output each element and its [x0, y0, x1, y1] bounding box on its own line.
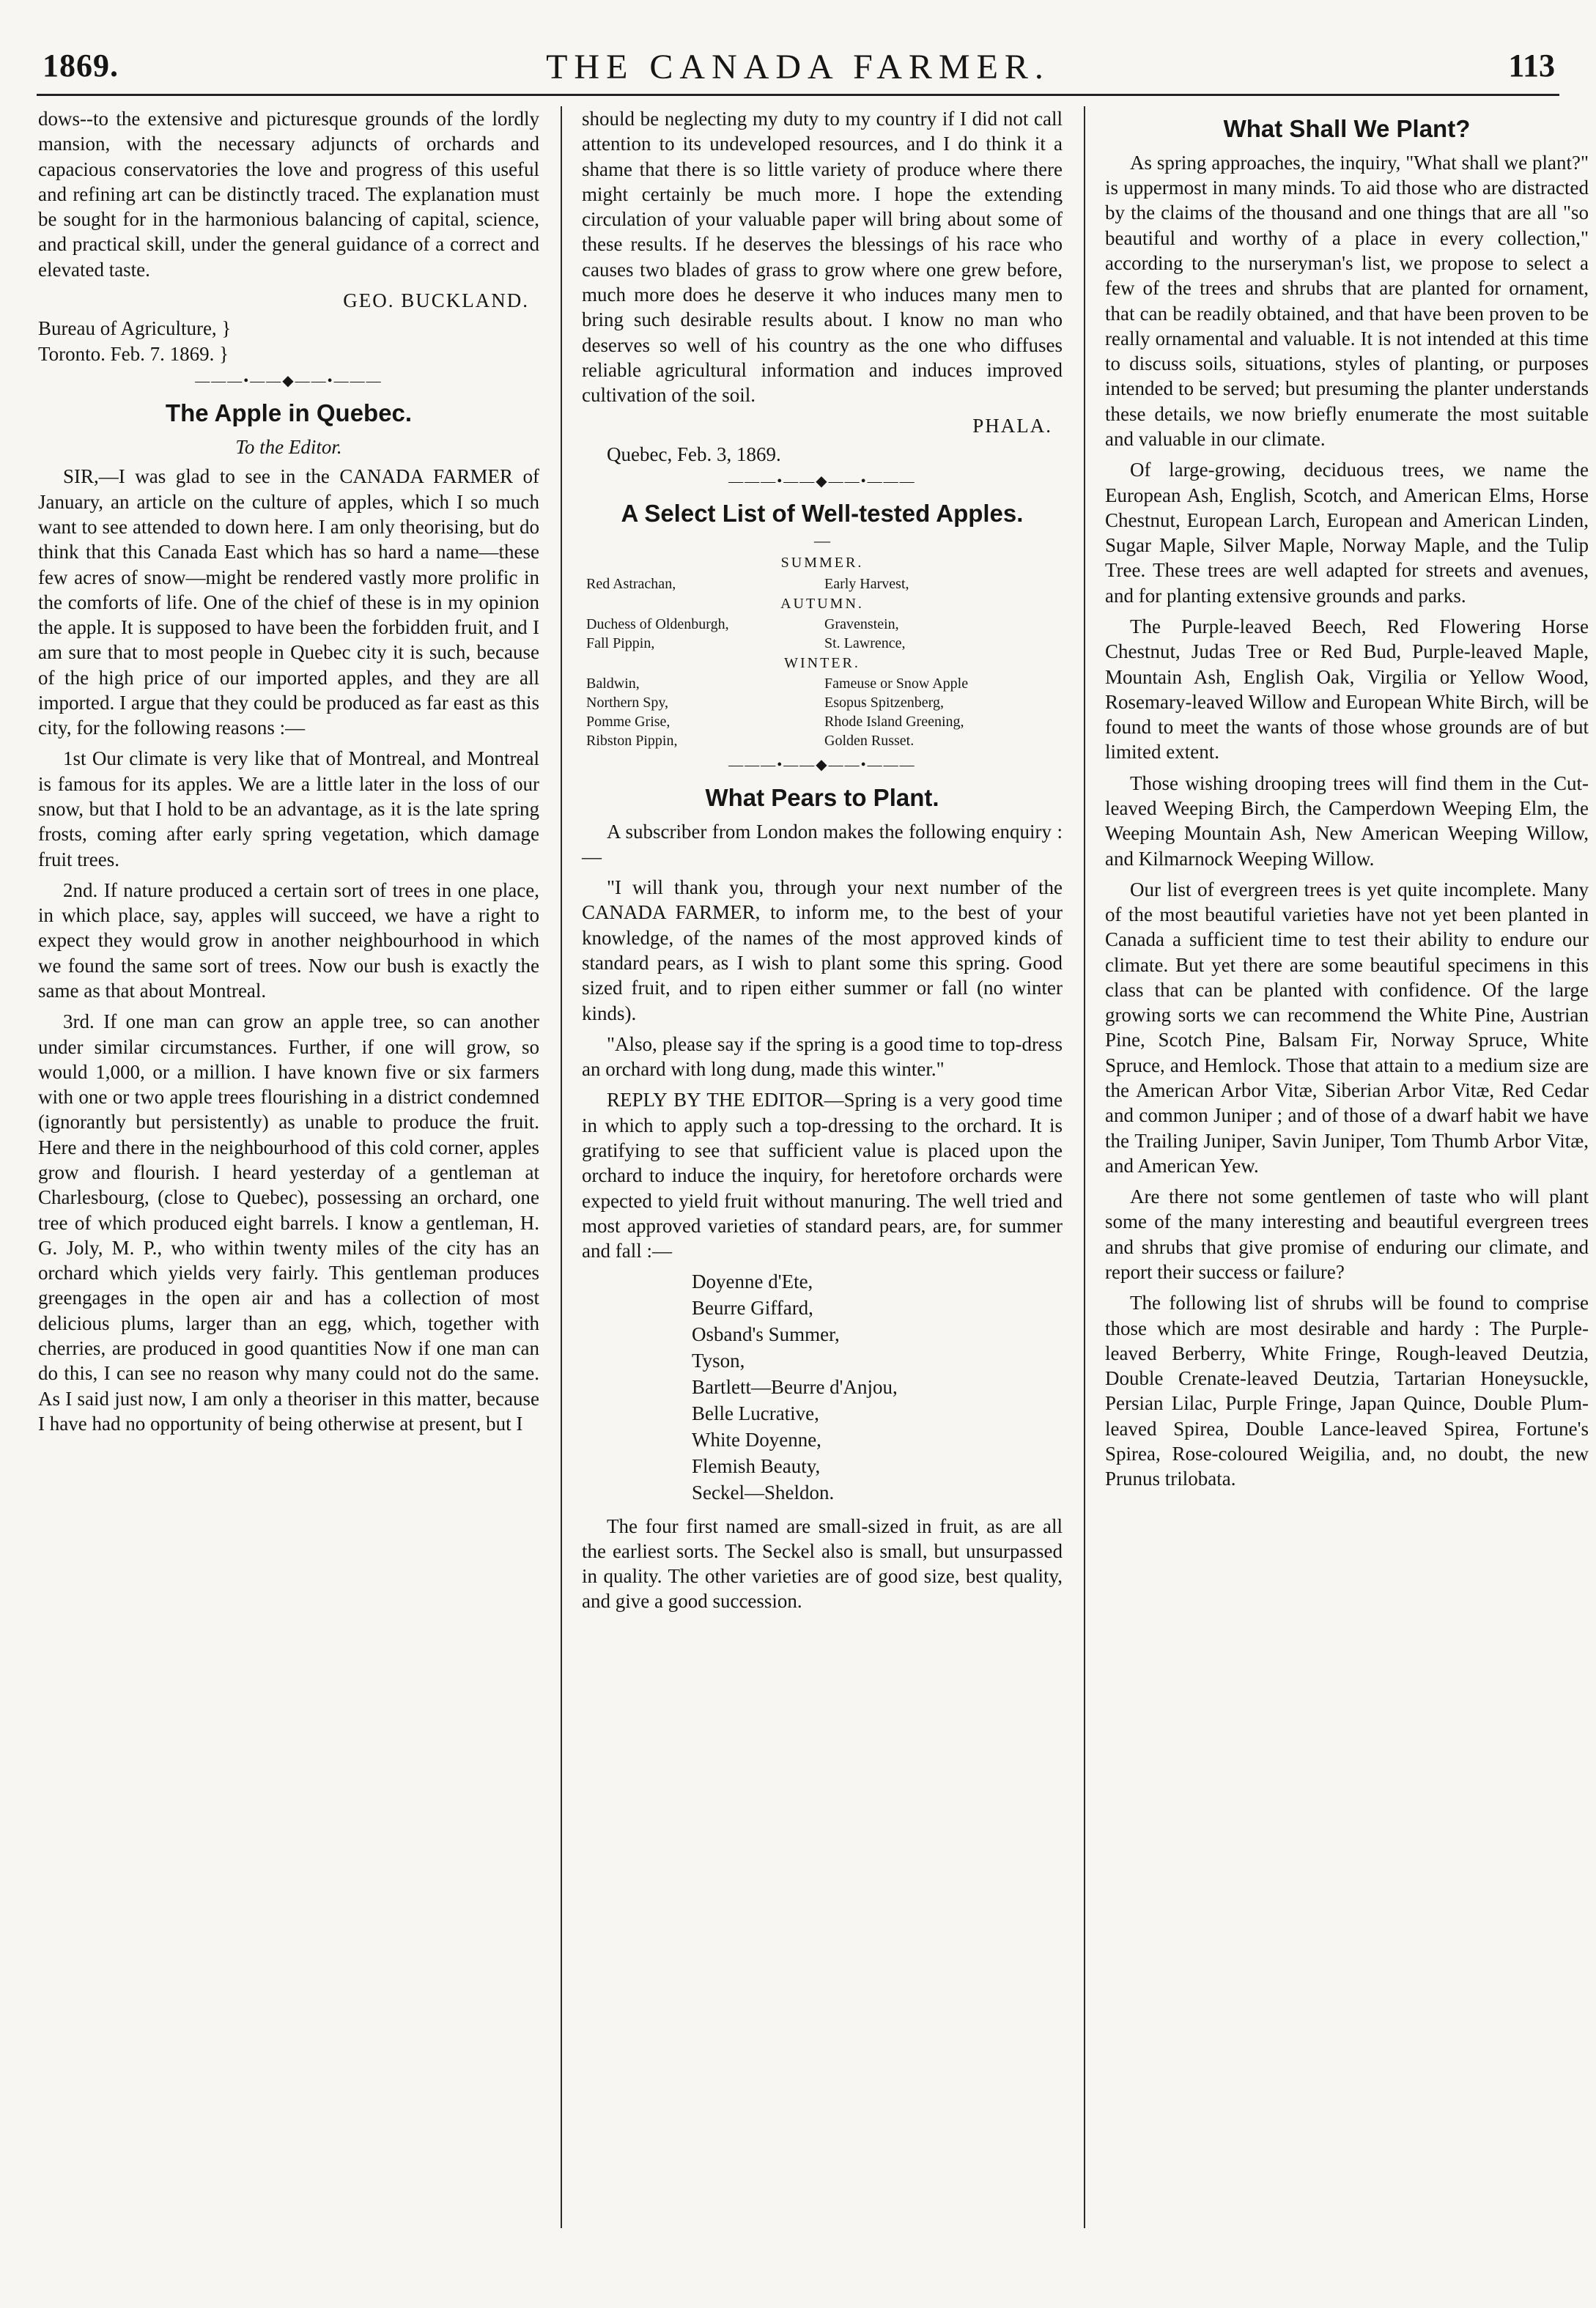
variety: Pomme Grise,	[586, 714, 670, 731]
columns	[28, 96, 1589, 2272]
article-paragraph: Are there not some gentlemen of taste who will plant some of the many interesting and beautiful evergreen trees and shrubs that give promise of enduring our climate, and report their success or failure?	[1105, 1186, 1589, 1283]
signature-office: Bureau of Agriculture, }	[38, 317, 232, 340]
article-title: The Apple in Quebec.	[165, 399, 413, 427]
column-1	[38, 106, 550, 2255]
masthead-year: 1869.	[43, 48, 119, 84]
article-paragraph: As spring approaches, the inquiry, "What shall we plant?" is uppermost in many minds. To aid those who are distracted by the claims of the thousand and one things that are all "so beautiful and worthy of a place in every collection," according to the nurseryman's list, we propose to select a few of the trees and shrubs that are planted for ornament, that can be readily obtained, and that have been proven to be really ornamental and valuable. It is not intended at this time to discuss soils, situations, styles of planting, or purposes intended to be served; but presuming the planter understands these details, we now briefly enumerate the most suitable and valuable in our climate.	[1105, 151, 1589, 450]
pear-variety-list	[692, 1269, 1063, 1506]
pear-variety: Flemish Beauty,	[692, 1454, 821, 1477]
pear-variety: White Doyenne,	[692, 1428, 821, 1451]
article-paragraph: Our list of evergreen trees is yet quite incomplete. Many of the most beautiful varieties have not yet been planted in Canada a sufficient time to test their ability to endure our climate. But yet there are some beautiful specimens in this class that can be planted with confidence. Of the large growing sorts we can recommend the White Pine, Austrian Pine, Scotch Pine, Balsam Fir, Norway Spruce, White Spruce, and Hemlock. Those that attain to a medium size are the American Arbor Vitæ, Siberian Arbor Vitæ, Red Cedar and common Juniper ; and of those of a dwarf habit we have the Trailing Juniper, Savin Juniper, Tom Thumb Arbor Vitæ, and American Yew.	[1105, 878, 1589, 1177]
variety: Rhode Island Greening,	[824, 714, 964, 731]
variety: Baldwin,	[586, 676, 640, 692]
author-signature: GEO. BUCKLAND.	[343, 289, 529, 311]
variety-row	[582, 712, 1063, 731]
column-2	[572, 106, 1073, 2255]
pear-variety: Seckel—Sheldon.	[692, 1481, 835, 1503]
variety: Duchess of Oldenburgh,	[586, 615, 729, 632]
variety: Fall Pippin,	[586, 635, 655, 651]
variety: Gravenstein,	[824, 615, 899, 632]
section-ornament: ———•——◆——•———	[728, 757, 916, 774]
dateline: Quebec, Feb. 3, 1869.	[607, 443, 781, 465]
article-paragraph: Those wishing drooping trees will find them in the Cut-leaved Weeping Birch, the Camperdown Weeping Elm, the Weeping Mountain Ash, New American Weeping Willow, and Kilmarnock Weeping Willow.	[1105, 772, 1589, 870]
article-paragraph: The Purple-leaved Beech, Red Flowering Horse Chestnut, Judas Tree or Red Bud, Purple-leaved Maple, Mountain Ash, English Oak, Virgilia or Yellow Wood, Rosemary-leaved Willow and European White Birch, will be found to meet the wants of those whose grounds are of but limited extent.	[1105, 615, 1589, 763]
article-paragraph: 3rd. If one man can grow an apple tree, so can another under similar circumstances. Further, if one will grow, so would 1,000, or a million. I have known five or six farmers with one or two apple trees flourishing in a district condemned (ignorantly but persistently) as unable to produce the fruit. Here and there in the neighbourhood of this cold corner, apples grow and flourish. I heard yesterday of a gentleman at Charlesbourg, (close to Quebec), possessing an orchard, one tree of which produced eight barrels. I know a gentleman, H. G. Joly, M. P., who within twenty miles of the city has an orchard which yields very fairly. This gentleman produces greengages in the open air and has a collection of most delicious plums, larger than an egg, which, together with cherries, are produced in good quantities Now if one man can do this, I can see no reason why many could not do the same. As I said just now, I am only a theoriser in this matter, because I have had no opportunity of being otherwise at present, but I	[38, 1010, 539, 1435]
article-paragraph: REPLY BY THE EDITOR—Spring is a very good time in which to apply such a top-dressing to the orchard. It is gratifying to see that sufficient value is placed upon the orchard to induce the inquiry, for heretofore orchards were expected to yield fruit without manuring. The well tried and most approved varieties of standard pears, are, for summer and fall :—	[582, 1089, 1063, 1262]
masthead-title: THE CANADA FARMER.	[546, 48, 1050, 86]
page-number: 113	[1508, 48, 1555, 84]
pear-variety: Bartlett—Beurre d'Anjou,	[692, 1376, 898, 1399]
article-paragraph: The four first named are small-sized in fruit, as are all the earliest sorts. The Seckel also is small, but unsurpassed in quality. The other varieties are of good size, best quality, and give a good succession.	[582, 1514, 1063, 1613]
pear-variety: Beurre Giffard,	[692, 1297, 813, 1320]
variety: Ribston Pippin,	[586, 733, 678, 750]
pear-variety: Belle Lucrative,	[692, 1402, 819, 1424]
season-label: WINTER.	[784, 654, 860, 671]
variety-row	[582, 674, 1063, 693]
column-divider	[1084, 106, 1085, 2228]
pear-variety: Tyson,	[692, 1350, 745, 1372]
section-ornament: ———•——◆——•———	[195, 372, 383, 389]
article-paragraph: Of large-growing, deciduous trees, we name the European Ash, English, Scotch, and American Elms, Horse Chestnut, European Larch, European and American Linden, Sugar Maple, Silver Maple, Norway Maple, and the Tulip Tree. These trees are well adapted for streets and avenues, and for planting extensive grounds and parks.	[1105, 459, 1589, 607]
article-paragraph: A subscriber from London makes the following enquiry :—	[582, 820, 1063, 868]
variety: Golden Russet.	[824, 733, 915, 750]
column-3	[1095, 106, 1589, 2255]
column-divider	[561, 106, 562, 2228]
variety-row	[582, 731, 1063, 750]
article-title: A Select List of Well-tested Apples.	[621, 500, 1024, 528]
author-signature: PHALA.	[972, 415, 1052, 437]
salutation: To the Editor.	[235, 436, 342, 459]
variety-row	[582, 693, 1063, 712]
article-paragraph: 1st Our climate is very like that of Montreal, and Montreal is famous for its apples. We are a little later in the loss of our snow, but that I hold to be an advantage, as it is the late spring frosts, coming after early spring vegetation, which damage fruit trees.	[38, 747, 539, 870]
article-paragraph: SIR,—I was glad to see in the CANADA FARMER of January, an article on the culture of apples, which I so much want to see attended to down here. I am only theorising, but do think that this Canada East which has so hard a name—these few acres of snow—might be rendered vastly more prolific in the comforts of life. One of the chief of these is in my opinion the apple. It is supposed to have been the forbidden fruit, and I am sure that to most people in Quebec city it is such, because of the high price of our imported apples, and they are all imported. I argue that they could be produced as far east as this city, for the following reasons :—	[38, 465, 539, 739]
continued-paragraph: should be neglecting my duty to my country if I did not call attention to its undeveloped resources, and I do think it a shame that there is so little variety of produce where there might certainly be much more. I hope the extending circulation of your valuable paper will bring about some of these results. If he deserves the blessings of his race who causes two blades of grass to grow where one grew before, much more does he deserve it who induces many men to bring such desirable results about. I know no man who deserves so well of his country as the one who diffuses reliable agricultural information and induces improved cultivation of the soil.	[582, 108, 1063, 407]
signature-date: Toronto. Feb. 7. 1869. }	[38, 342, 229, 365]
variety: Red Astrachan,	[586, 575, 676, 592]
article-paragraph: "Also, please say if the spring is a good time to top-dress an orchard with long dung, made this winter."	[582, 1032, 1063, 1081]
variety: St. Lawrence,	[824, 635, 906, 651]
variety: Northern Spy,	[586, 695, 669, 711]
continued-paragraph: dows--to the extensive and picturesque grounds of the lordly mansion, with the necessary adjuncts of orchards and capacious conservatories the love and progress of this useful and refining art can be distinctly traced. The explanation must be sought for in the harmonious balancing of capital, science, and practical skill, under the general guidance of a correct and elevated taste.	[38, 108, 539, 281]
variety-row	[582, 615, 1063, 634]
short-rule: —	[814, 531, 830, 550]
season-label: AUTUMN.	[780, 595, 864, 612]
variety-row	[582, 634, 1063, 653]
article-paragraph: The following list of shrubs will be found to comprise those which are most desirable and hardy : The Purple-leaved Berberry, White Fringe, Rough-leaved Deutzia, Double Crenate-leaved Deutzia, Tartarian Honeysuckle, Persian Lilac, Purple Fringe, Japan Quince, Double Plum-leaved Spirea, Double Lance-leaved Spirea, Fortune's Spirea, Rose-coloured Weigilia, and, no doubt, the new Prunus trilobata.	[1105, 1292, 1589, 1490]
article-paragraph: 2nd. If nature produced a certain sort of trees in one place, in which place, say, apples will succeed, we have a right to expect they would grow in another neighbourhood in which we found the same sort of trees. Now our bush is exactly the same as that about Montreal.	[38, 879, 539, 1002]
variety-row	[582, 574, 1063, 593]
pear-variety: Doyenne d'Ete,	[692, 1270, 813, 1293]
article-paragraph: "I will thank you, through your next number of the CANADA FARMER, to inform me, to the best of your knowledge, of the names of the most approved kinds of standard pears, as I wish to plant some this spring. Good sized fruit, and to ripen either summer or fall (no winter kinds).	[582, 876, 1063, 1024]
masthead	[28, 47, 1568, 84]
variety: Esopus Spitzenberg,	[824, 695, 944, 711]
season-label: SUMMER.	[780, 555, 864, 572]
section-ornament: ———•——◆——•———	[728, 473, 916, 489]
pear-variety: Osband's Summer,	[692, 1323, 840, 1346]
variety: Fameuse or Snow Apple	[824, 676, 969, 692]
variety: Early Harvest,	[824, 575, 909, 592]
article-title: What Pears to Plant.	[705, 783, 939, 811]
article-title: What Shall We Plant?	[1223, 115, 1471, 142]
